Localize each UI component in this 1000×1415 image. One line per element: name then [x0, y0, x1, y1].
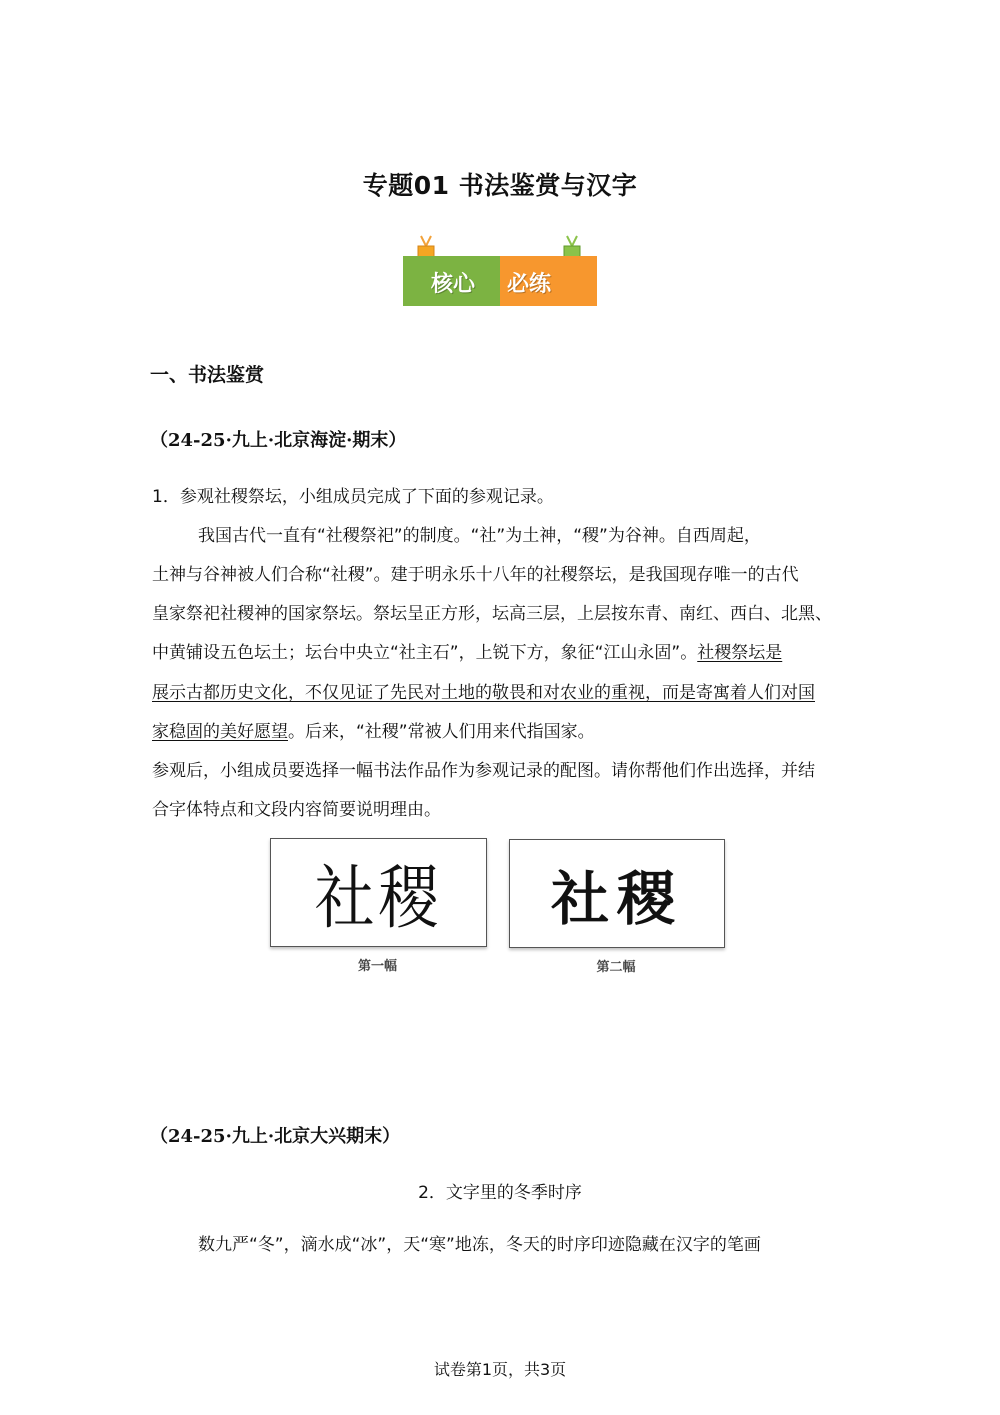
- passage-text: 。后来，“社稷”常被人们用来代指国家。: [288, 722, 595, 742]
- passage-line: 皇家祭祀社稷神的国家祭坛。祭坛呈正方形，坛高三层，上层按东青、南红、西白、北黑、: [152, 604, 832, 624]
- passage-line: [152, 638, 782, 663]
- task-line: 合字体特点和文段内容简要说明理由。: [152, 800, 441, 820]
- calligraphy-artwork-1: [270, 838, 487, 947]
- passage-line: [152, 717, 595, 742]
- underlined-sentence: 家稳固的美好愿望: [152, 722, 288, 742]
- underlined-sentence: 展示古都历史文化，不仅见证了先民对土地的敬畏和对农业的重视，而是寄寓着人们对国: [152, 683, 815, 703]
- passage-text: 中黄铺设五色坛土；坛台中央立“社主石”，上锐下方，象征“江山永固”。: [152, 643, 698, 663]
- banner: [403, 234, 597, 306]
- calligraphy-text: 社稷: [314, 858, 443, 939]
- calligraphy-artwork-2: [509, 839, 725, 948]
- question-source: （24-25·九上·北京大兴期末）: [150, 1126, 401, 1147]
- passage-line: 我国古代一直有“社稷祭祀”的制度。“社”为土神，“稷”为谷神。自西周起，: [198, 526, 761, 546]
- artwork-caption: 第二幅: [596, 960, 636, 975]
- page-title: 专题01 书法鉴赏与汉字: [362, 171, 638, 200]
- artwork-caption: 第一幅: [357, 959, 397, 974]
- passage-line: 数九严“冬”，滴水成“冰”，天“寒”地冻，冬天的时序印迹隐藏在汉字的笔画: [198, 1235, 761, 1255]
- banner-right-label: 必练: [507, 272, 552, 297]
- task-line: 参观后，小组成员要选择一幅书法作品作为参观记录的配图。请你帮他们作出选择，并结: [152, 761, 815, 781]
- passage-line: 土神与谷神被人们合称“社稷”。建于明永乐十八年的社稷祭坛，是我国现存唯一的古代: [152, 565, 799, 585]
- calligraphy-text: 社稷: [550, 864, 683, 933]
- section-heading: 一、书法鉴赏: [150, 364, 265, 386]
- underlined-sentence: 社稷祭坛是: [697, 643, 783, 663]
- question-source: （24-25·九上·北京海淀·期末）: [150, 430, 407, 451]
- banner-left-label: 核心: [431, 272, 476, 297]
- page-footer: 试卷第1页，共3页: [433, 1360, 567, 1379]
- question-stem: 1．参观社稷祭坛，小组成员完成了下面的参观记录。: [152, 487, 554, 507]
- question-stem: 2．文字里的冬季时序: [418, 1183, 582, 1203]
